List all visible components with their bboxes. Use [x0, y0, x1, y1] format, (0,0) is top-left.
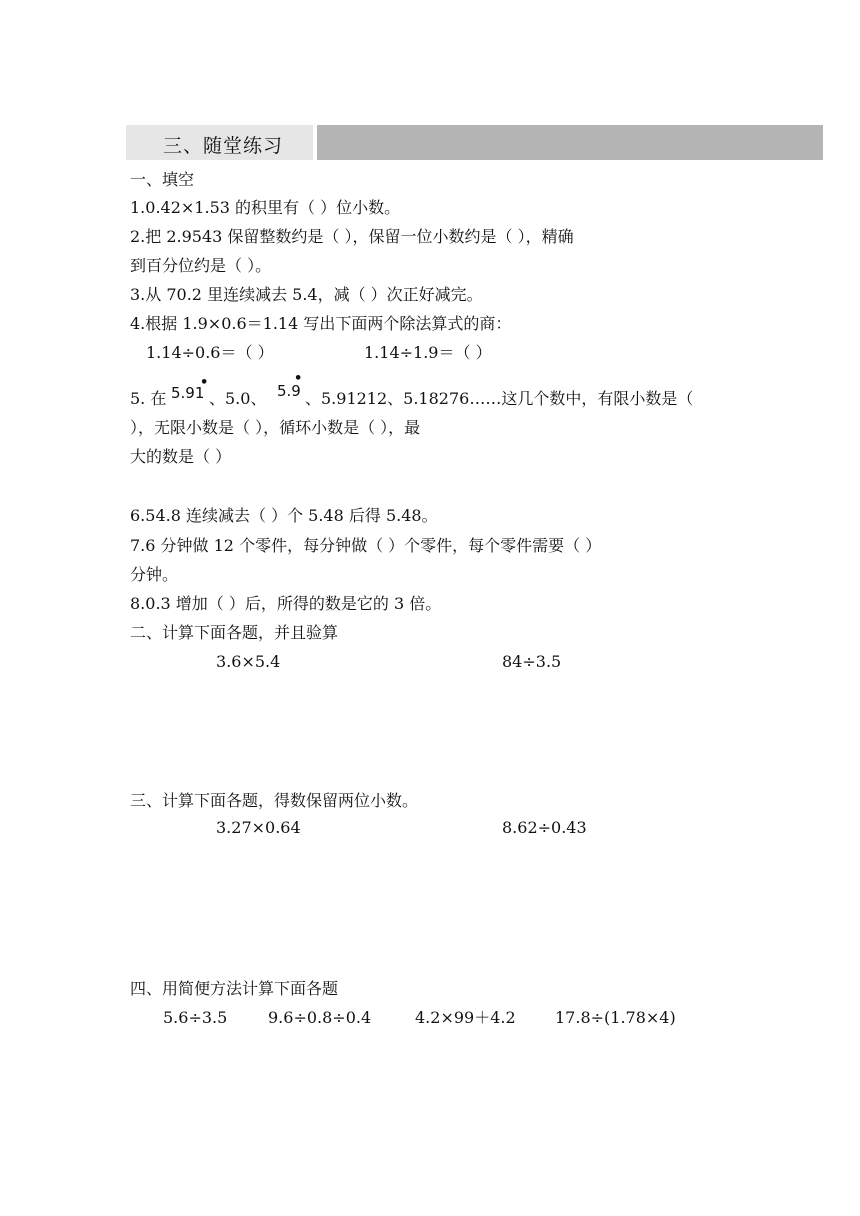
- section-simple-method-heading: 四、用简便方法计算下面各题: [130, 979, 339, 998]
- question-4-division-b: 1.14÷1.9＝（ ）: [364, 343, 492, 362]
- question-5-suffix: 、5.91212、5.18276……这几个数中，有限小数是（: [305, 389, 694, 408]
- question-3: 3.从 70.2 里连续减去 5.4，减（ ）次正好减完。: [130, 285, 483, 304]
- repeating-decimal-5-91-text: 5.91: [171, 384, 205, 402]
- section-calc-round-heading: 三、计算下面各题，得数保留两位小数。: [130, 791, 419, 810]
- calc-verify-a: 3.6×5.4: [216, 652, 281, 671]
- question-4-division-a: 1.14÷0.6＝（ ）: [146, 343, 274, 362]
- calc-verify-b: 84÷3.5: [502, 652, 562, 671]
- section-fill-blank-heading: 一、填空: [130, 170, 195, 189]
- question-4: 4.根据 1.9×0.6＝1.14 写出下面两个除法算式的商：: [130, 314, 512, 333]
- question-8: 8.0.3 增加（ ）后，所得的数是它的 3 倍。: [130, 594, 442, 613]
- simple-calc-a: 5.6÷3.5: [163, 1008, 228, 1027]
- question-5-prefix: 5. 在: [130, 389, 167, 408]
- question-5-line-2: ），无限小数是（ ），循环小数是（ ），最: [130, 418, 421, 437]
- section-header-bar: [126, 125, 823, 160]
- repeating-decimal-5-9-text: 5.9: [277, 382, 301, 400]
- section-header-title: 三、随堂练习: [163, 135, 284, 157]
- section-calc-verify-heading: 二、计算下面各题，并且验算: [130, 623, 339, 642]
- question-6: 6.54.8 连续减去（ ）个 5.48 后得 5.48。: [130, 506, 438, 525]
- question-5-middle: 、5.0、: [209, 389, 267, 408]
- question-7-line-1: 7.6 分钟做 12 个零件，每分钟做（ ）个零件，每个零件需要（ ）: [130, 536, 602, 555]
- simple-calc-c: 4.2×99＋4.2: [415, 1008, 516, 1027]
- section-header-fill: [317, 125, 823, 160]
- simple-calc-d: 17.8÷(1.78×4): [555, 1008, 676, 1027]
- simple-calc-b: 9.6÷0.8÷0.4: [268, 1008, 372, 1027]
- calc-round-a: 3.27×0.64: [216, 818, 301, 837]
- question-2-line-2: 到百分位约是（ ）。: [130, 256, 272, 275]
- question-5-line-3: 大的数是（ ）: [130, 447, 232, 466]
- question-7-line-2: 分钟。: [130, 565, 179, 584]
- calc-round-b: 8.62÷0.43: [502, 818, 587, 837]
- question-2-line-1: 2.把 2.9543 保留整数约是（ ），保留一位小数约是（ ），精确: [130, 227, 574, 246]
- section-header-label-box: [126, 125, 313, 160]
- question-1: 1.0.42×1.53 的积里有（ ）位小数。: [130, 198, 401, 217]
- repeat-dot-icon: •: [200, 375, 209, 390]
- repeat-dot-icon: •: [294, 371, 303, 386]
